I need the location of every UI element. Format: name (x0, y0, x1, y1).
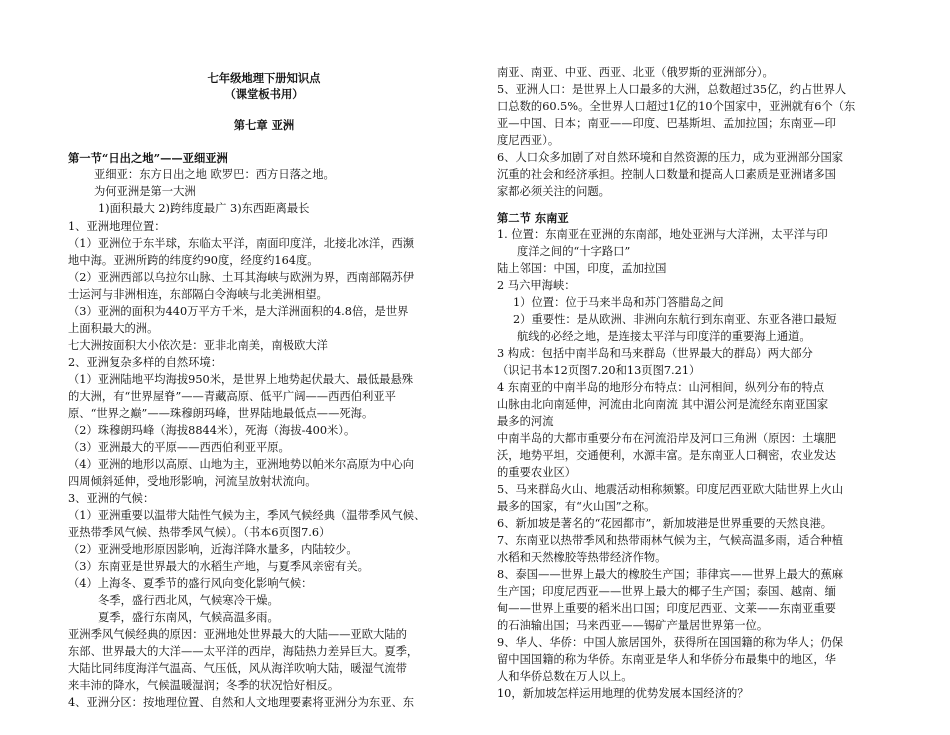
left-text-line: 冬季，盛行西北风，气候寒冷干燥。 (98, 594, 279, 607)
left-text-line: 的大洲，有“世界屋脊”——青藏高原、低平广阔——西西伯利亚平 (68, 390, 396, 403)
right-text-line: 10，新加坡怎样运用地理的优势发展本国经济的？ (497, 687, 749, 700)
left-text-line: （1）亚洲陆地平均海拔950米，是世界上地势起伏最大、最低最悬殊 (68, 373, 414, 386)
right-text-line: 航线的必经之地，是连接太平洋与印度洋的重要海上通道。 (517, 330, 811, 343)
left-text-line: 3、亚洲的气候： (68, 492, 155, 505)
left-text-line: （2）亚洲受地形原因影响，近海洋降水量多，内陆较少。 (68, 543, 358, 556)
right-text-line: 水稻和天然橡胶等热带经济作物。 (497, 551, 667, 564)
right-text-line: 6、新加坡是著名的“花园都市”，新加坡港是世界重要的天然良港。 (497, 517, 833, 530)
left-text-line: 上面积最大的洲。 (68, 322, 159, 335)
chapter-heading: 第七章 亚洲 (233, 118, 295, 132)
left-text-line: 亚热带季风气候、热带季风气候）。（书本6页图7.6） (68, 526, 331, 539)
doc-title: 七年级地理下册知识点 (207, 71, 321, 85)
right-text-line: 沉重的社会和经济承担。控制人口数量和提高人口素质是亚洲诸多国 (497, 168, 836, 181)
left-text-line: （3）东南亚是世界最大的水稻生产地，与夏季风亲密有关。 (68, 560, 369, 573)
right-text-line: 口总数的60.5%。全世界人口超过1亿的10个国家中，亚洲就有6个（东 (497, 100, 856, 113)
left-text-line: 原、“世界之巅”——珠穆朗玛峰，世界陆地最低点——死海。 (68, 407, 374, 420)
right-text-line: 山脉由北向南延伸，河流由北向南流 其中湄公河是流经东南亚国家 (497, 398, 829, 411)
right-text-line: 中南半岛的大都市重要分布在河流沿岸及河口三角洲（原因：土壤肥 (497, 432, 836, 445)
right-text-line: 4 东南亚的中南半岛的地形分布特点：山河相间，纵列分布的特点 (497, 381, 825, 394)
right-text-line: 5、亚洲人口：是世界上人口最多的大洲，总数超过35亿，约占世界人 (497, 83, 847, 96)
right-text-line: 6、人口众多加剧了对自然环境和自然资源的压力，成为亚洲部分国家 (497, 151, 844, 164)
left-text-line: 来丰沛的降水，气候温暖湿润；冬季的状况恰好相反。 (68, 679, 340, 692)
left-text-line: （2）亚洲西部以乌拉尔山脉、土耳其海峡与欧洲为界，西南部隔苏伊 (68, 271, 415, 284)
left-text-line: 1、亚洲地理位置： (68, 220, 166, 233)
left-text-line: 为何亚洲是第一大洲 (94, 185, 196, 198)
left-text-line: 大陆比同纬度海洋气温高、气压低，风从海洋吹响大陆，暖湿气流带 (68, 662, 407, 675)
right-text-line: 南亚、南亚、中亚、西亚、北亚（俄罗斯的亚洲部分）。 (497, 66, 774, 79)
left-text-line: （4）上海冬、夏季节的盛行风向变化影响气候： (68, 577, 313, 590)
left-text-line: （3）亚洲最大的平原——西西伯利亚平原。 (68, 441, 290, 454)
right-text-line: 度洋之间的“十字路口” (517, 245, 631, 258)
left-text-line: 亚细亚：东方日出之地 欧罗巴：西方日落之地。 (94, 168, 335, 181)
right-text-line: 留中国国籍的称为华侨。东南亚是华人和华侨分布最集中的地区，华 (497, 653, 836, 666)
left-text-line: 亚洲季风气候经典的原因：亚洲地处世界最大的大陆——亚欧大陆的 (68, 628, 407, 641)
right-text-line: 沃，地势平坦，交通便利，水源丰富。是东南亚人口稠密，农业发达 (497, 449, 836, 462)
right-text-line: 亚—中国、日本；南亚——印度、巴基斯坦、孟加拉国；东南亚—印 (497, 117, 836, 130)
right-text-line: 的石油输出国；马来西亚——锡矿产量居世界第一位。 (497, 619, 769, 632)
left-text-line: 1)面积最大 2)跨纬度最广 3)东西距离最长 (98, 202, 310, 215)
right-text-line: 2 马六甲海峡： (497, 279, 576, 292)
right-text-line: 2）重要性：是从欧洲、非洲向东航行到东南亚、东亚各港口最短 (513, 313, 837, 326)
right-text-line: 陆上邻国：中国，印度，孟加拉国 (497, 262, 667, 275)
left-text-line: （4）亚洲的地形以高原、山地为主，亚洲地势以帕米尔高原为中心向 (68, 458, 415, 471)
left-text-line: 夏季，盛行东南风，气候高温多雨。 (98, 611, 279, 624)
right-text-line: 最多的国家，有“火山国”之称。 (497, 500, 656, 513)
right-text-line: 最多的河流 (497, 415, 554, 428)
right-text-line: 的重要农业区） (497, 466, 577, 479)
right-text-line: 1）位置：位于马来半岛和苏门答腊岛之间 (513, 296, 724, 309)
right-text-line: （识记书本12页图7.20和13页图7.21） (497, 364, 701, 377)
left-text-line: （2）珠穆朗玛峰（海拔8844米），死海（海拔-400米）。 (68, 424, 356, 437)
left-text-line: （1）亚洲重要以温带大陆性气候为主，季风气候经典（温带季风气候、 (68, 509, 426, 522)
left-text-line: 2、亚洲复杂多样的自然环境： (68, 356, 223, 369)
right-text-line: 5、马来群岛火山、地震活动相称频繁。印度尼西亚欧大陆世界上火山 (497, 483, 844, 496)
right-text-line: 家都必须关注的问题。 (497, 185, 610, 198)
doc-subtitle: （课堂板书用） (224, 87, 304, 101)
left-text-line: （3）亚洲的面积为440万平方千米，是大洋洲面积的4.8倍，是世界 (68, 305, 409, 318)
left-text-line: 4、亚洲分区：按地理位置、自然和人文地理要素将亚洲分为东亚、东 (68, 696, 415, 709)
right-text-line: 生产国；印度尼西亚——世界上最大的椰子生产国；泰国、越南、缅 (497, 585, 836, 598)
left-text-line: 四周倾斜延伸，受地形影响，河流呈放射状流向。 (68, 475, 317, 488)
right-text-line: 人和华侨总数在万人以上。 (497, 670, 633, 683)
right-text-line: 8、泰国——世界上最大的橡胶生产国；菲律宾——世界上最大的蕉麻 (497, 568, 844, 581)
left-text-line: 东部、世界最大的大洋——太平洋的西岸，海陆热力差异巨大。夏季， (68, 645, 419, 658)
left-text-line: 士运河与非洲相连，东部隔白令海峡与北美洲相望。 (68, 288, 328, 301)
left-text-line: 七大洲按面积大小依次是：亚非北南美，南极欧大洋 (68, 339, 328, 352)
left-text-line: （1）亚洲位于东半球，东临太平洋，南面印度洋，北接北冰洋，西濒 (68, 237, 415, 250)
right-text-line: 3 构成：包括中南半岛和马来群岛（世界最大的群岛）两大部分 (497, 347, 813, 360)
right-text-line: 7、东南亚以热带季风和热带雨林气候为主，气候高温多雨，适合种植 (497, 534, 844, 547)
right-text-line: 度尼西亚）。 (497, 134, 560, 147)
right-text-line: 1. 位置：东南亚在亚洲的东南部，地处亚洲与大洋洲，太平洋与印 (497, 228, 828, 241)
left-text-line: 第一节“日出之地”——亚细亚洲 (68, 151, 228, 165)
left-text-line: 地中海。亚洲所跨的纬度约90度，经度约164度。 (68, 254, 319, 267)
right-text-line: 9、华人、华侨：中国人旅居国外，获得所在国国籍的称为华人；仍保 (497, 636, 844, 649)
right-text-line: 第二节 东南亚 (497, 211, 569, 225)
right-text-line: 甸——世界上重要的稻米出口国；印度尼西亚、文莱——东南亚重要 (497, 602, 836, 615)
